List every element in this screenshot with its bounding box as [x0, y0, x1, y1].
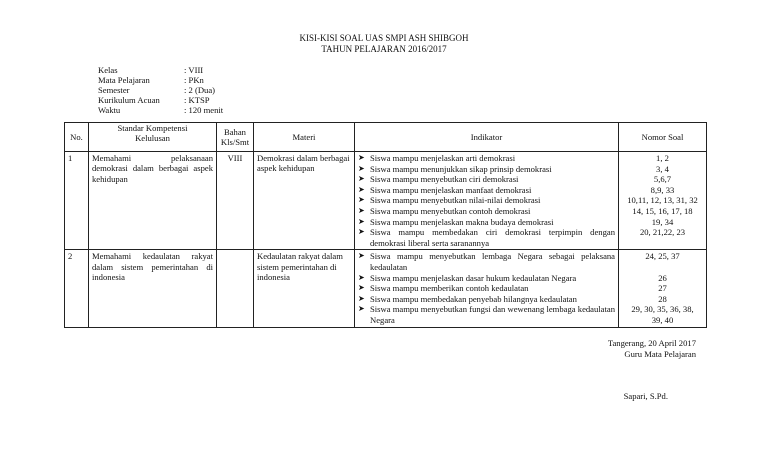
arrow-bullet-icon: ➤ [358, 184, 365, 194]
info-row-mata-pelajaran [98, 75, 223, 85]
info-value: : PKn [184, 75, 204, 85]
cell-materi: Demokrasi dalam berbagai aspek kehidupan [254, 152, 355, 250]
question-numbers: 1, 2 [656, 153, 669, 163]
question-numbers: 14, 15, 16, 17, 18 [632, 205, 693, 216]
arrow-bullet-icon: ➤ [358, 216, 365, 226]
info-value: : 2 (Dua) [184, 85, 216, 95]
arrow-bullet-icon: ➤ [358, 227, 365, 237]
info-row-semester [98, 85, 223, 95]
info-value: : 120 menit [184, 105, 224, 115]
table-header-row [65, 123, 707, 152]
arrow-bullet-icon: ➤ [358, 283, 365, 293]
indicator-text: Siswa mampu menjelaskan makna budaya demokrasi [370, 216, 554, 227]
indicator-text: Siswa mampu menyebutkan contoh demokrasi [370, 205, 531, 216]
arrow-bullet-icon: ➤ [358, 195, 365, 205]
arrow-bullet-icon: ➤ [358, 153, 365, 162]
cell-no: 1 [65, 152, 89, 250]
arrow-bullet-icon: ➤ [358, 293, 365, 303]
cell-standar-kompetensi: Memahami pelaksanaan demokrasi dalam berbagai aspek kehidupan [89, 152, 217, 250]
kisi-kisi-table [64, 122, 707, 328]
indicator-text: Siswa mampu membedakan penyebab hilangnya kedaulatan [370, 293, 577, 304]
header-sk-line1: Standar Kompetensi [117, 122, 188, 133]
indicator-text: Siswa mampu menyebutkan fungsi dan wewenang lembaga kedaulatan Negara [370, 304, 615, 325]
header-bahan [217, 123, 254, 152]
info-label: Semester [98, 85, 130, 95]
info-row-kelas [98, 65, 223, 75]
cell-bahan: VIII [217, 152, 254, 250]
indicator-text: Siswa mampu menunjukkan sikap prinsip demokrasi [370, 163, 552, 174]
indicator-text: Siswa mampu memberikan contoh kedaulatan [370, 283, 529, 294]
header-standar-kompetensi [89, 123, 217, 152]
question-numbers: 28 [658, 293, 667, 304]
arrow-bullet-icon: ➤ [358, 251, 365, 261]
indicator-text: Siswa mampu menjelaskan manfaat demokrasi [370, 184, 532, 195]
indicator-item [358, 174, 615, 185]
indicator-text: Siswa mampu menyebutkan ciri demokrasi [370, 174, 519, 185]
indicator-item [358, 153, 615, 164]
question-numbers: 5,6,7 [653, 174, 672, 185]
arrow-bullet-icon: ➤ [358, 174, 365, 184]
indicator-item [358, 185, 615, 196]
table-row [65, 250, 707, 327]
info-label: Kelas [98, 65, 118, 75]
indicator-text: Siswa mampu menyebutkan lembaga Negara sebagai pelaksana kedaulatan [370, 251, 615, 272]
indicator-item [358, 217, 615, 228]
cell-indikator [355, 250, 619, 327]
cell-no: 2 [65, 250, 89, 327]
arrow-bullet-icon: ➤ [358, 304, 365, 314]
question-numbers: 20, 21,22, 23 [639, 227, 686, 238]
indicator-text: Siswa mampu menyebutkan nilai-nilai demokrasi [370, 195, 541, 206]
indicator-item [358, 273, 615, 284]
question-numbers: 3, 4 [656, 163, 669, 174]
indicator-text: Siswa mampu membedakan ciri demokrasi terpimpin dengan demokrasi liberal serta saranannya [370, 227, 615, 248]
indicator-item [358, 206, 615, 217]
document-subtitle: TAHUN PELAJARAN 2016/2017 [321, 44, 447, 54]
arrow-bullet-icon: ➤ [358, 205, 365, 215]
header-nomor-soal: Nomor Soal [619, 123, 707, 152]
arrow-bullet-icon: ➤ [358, 163, 365, 173]
cell-nomor-soal [619, 250, 707, 327]
cell-nomor-soal [619, 152, 707, 250]
info-row-kurikulum [98, 95, 223, 105]
indicator-item [358, 304, 615, 325]
indicator-text: Siswa mampu menjelaskan dasar hukum kedaulatan Negara [370, 272, 577, 283]
header-indikator: Indikator [355, 123, 619, 152]
info-value: : KTSP [184, 95, 210, 105]
indicator-item [358, 195, 615, 206]
question-numbers: 10,11, 12, 13, 31, 32 [627, 195, 698, 206]
header-bahan-line1: Bahan [224, 126, 246, 137]
question-numbers: 39, 40 [651, 314, 674, 325]
indicator-item [358, 294, 615, 305]
indicator-item [358, 283, 615, 294]
question-numbers: 27 [658, 283, 667, 294]
indicator-text: Siswa mampu menjelaskan arti demokrasi [370, 153, 516, 163]
info-label: Mata Pelajaran [98, 75, 150, 85]
arrow-bullet-icon: ➤ [358, 272, 365, 282]
exam-info [98, 65, 223, 115]
info-label: Waktu [98, 105, 121, 115]
header-no: No. [65, 123, 89, 152]
header-materi: Materi [254, 123, 355, 152]
cell-bahan [217, 250, 254, 327]
question-numbers: 26 [658, 272, 667, 283]
cell-indikator [355, 152, 619, 250]
indicator-item [358, 227, 615, 248]
info-row-waktu [98, 105, 223, 115]
header-sk-line2: Kelulusan [135, 133, 170, 143]
signature-date: Tangerang, 20 April 2017 [607, 338, 696, 348]
header-bahan-line2: Kls/Smt [220, 137, 250, 147]
cell-materi: Kedaulatan rakyat dalam sistem pemerintahan di indonesia [254, 250, 355, 327]
question-numbers: 8,9, 33 [650, 184, 675, 195]
document-title: KISI-KISI SOAL UAS SMPI ASH SHIBGOH [299, 33, 469, 43]
info-value: : VIII [184, 65, 204, 75]
signature-name: Sapari, S.Pd. [623, 391, 668, 401]
question-numbers: 24, 25, 37 [645, 251, 680, 262]
indicator-item [358, 251, 615, 272]
question-numbers: 19, 34 [651, 216, 674, 227]
signature-role: Guru Mata Pelajaran [624, 349, 696, 359]
question-numbers: 29, 30, 35, 36, 38, [631, 304, 694, 315]
table-row [65, 152, 707, 250]
info-label: Kurikulum Acuan [98, 95, 160, 105]
cell-standar-kompetensi: Memahami kedaulatan rakyat dalam sistem pemerintahan di indonesia [89, 250, 217, 327]
indicator-item [358, 164, 615, 175]
